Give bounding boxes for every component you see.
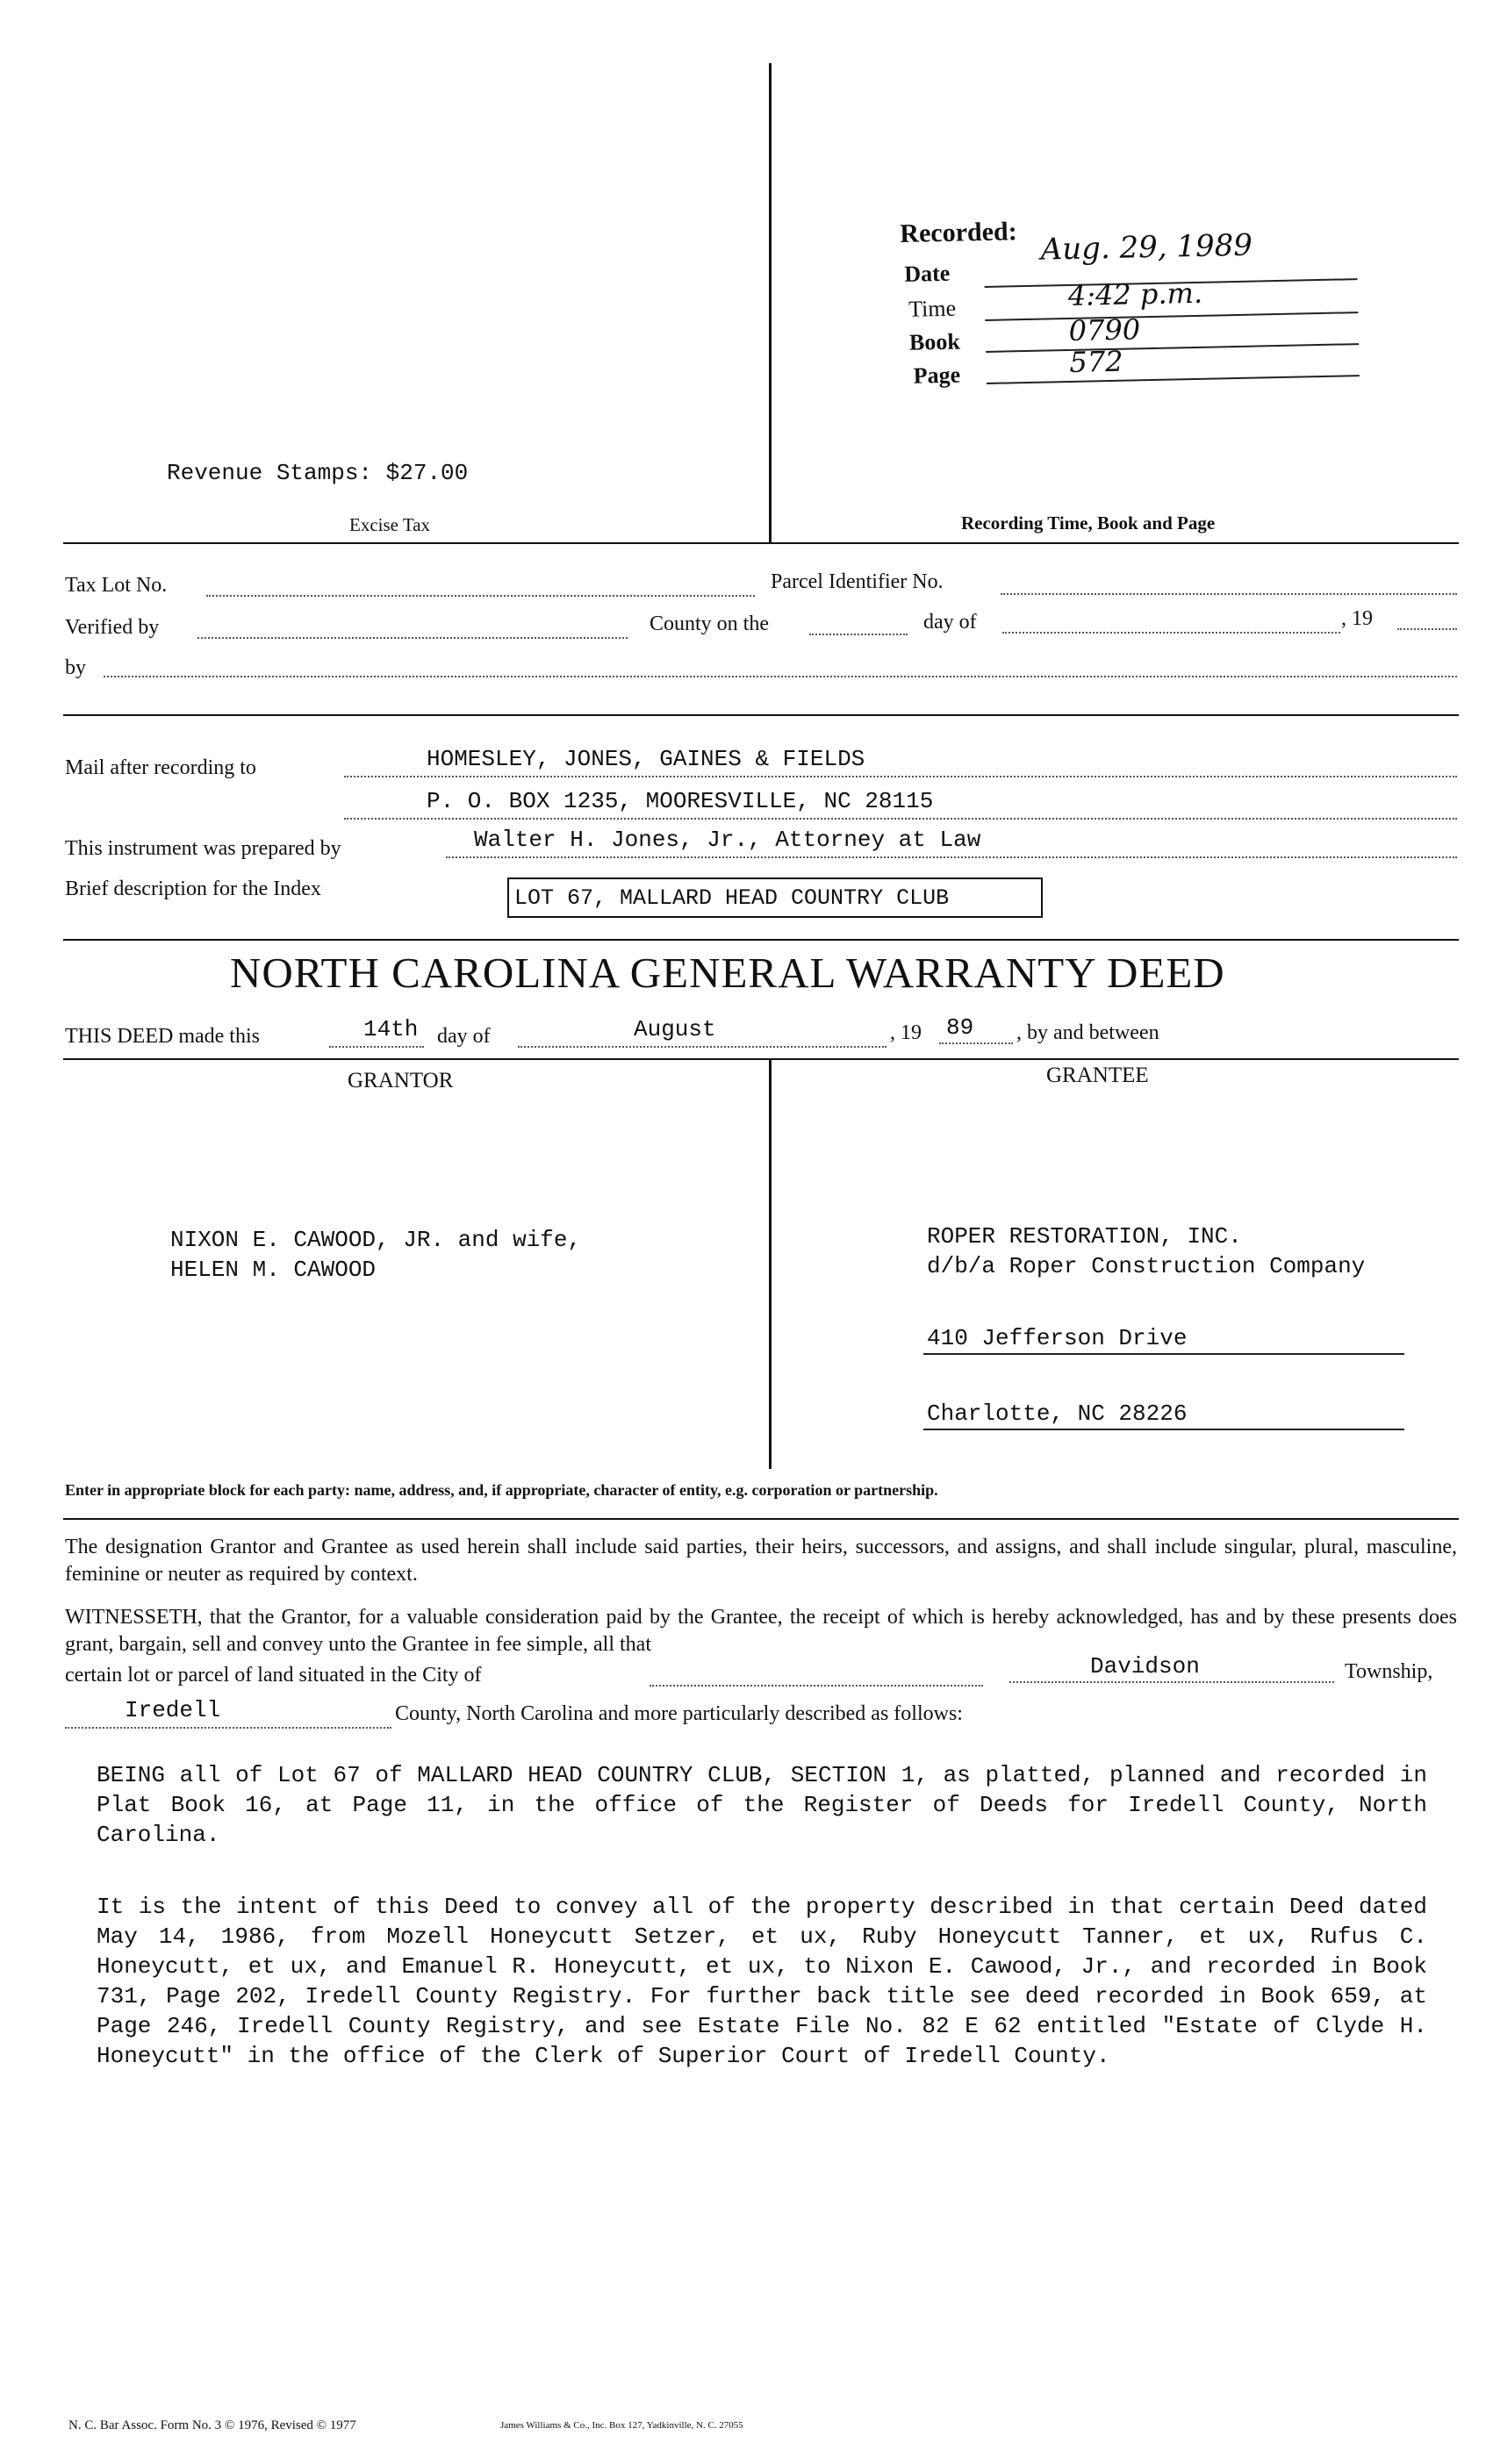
footer-form: N. C. Bar Assoc. Form No. 3 © 1976, Revised © 1977	[68, 2418, 356, 2432]
date-value: Aug. 29, 1989	[1040, 227, 1253, 268]
designation-paragraph: The designation Grantor and Grantee as used herein shall include said parties, their heirs, successors, and assigns, and shall include singular, plural, masculine, feminine or neuter as required by context.	[65, 1536, 1457, 1586]
page-value: 572	[1069, 344, 1123, 379]
by-field[interactable]	[104, 676, 1457, 677]
tax-lot-label: Tax Lot No.	[65, 574, 168, 597]
by-label: by	[65, 656, 86, 679]
mail-line1-field	[344, 776, 1457, 777]
top-rule	[63, 542, 1459, 544]
page-line	[987, 375, 1360, 384]
year-field[interactable]	[1397, 628, 1457, 630]
grantor-line1: NIXON E. CAWOOD, JR. and wife,	[170, 1227, 582, 1253]
grantee-address2: Charlotte, NC 28226	[927, 1400, 1188, 1427]
recording-caption: Recording Time, Book and Page	[961, 512, 1216, 534]
deed-day-of: day of	[437, 1025, 491, 1048]
county-value: Iredell	[125, 1697, 221, 1723]
prepared-value: Walter H. Jones, Jr., Attorney at Law	[474, 827, 981, 853]
prepared-field	[446, 856, 1457, 858]
parties-divider	[769, 1058, 772, 1469]
recorded-label: Recorded:	[900, 217, 1017, 248]
county-on-label: County on the	[650, 612, 769, 635]
index-value: LOT 67, MALLARD HEAD COUNTRY CLUB	[514, 885, 950, 911]
deed-month: August	[634, 1016, 716, 1042]
grantee-line2: d/b/a Roper Construction Company	[927, 1253, 1366, 1279]
mail-line1: HOMESLEY, JONES, GAINES & FIELDS	[427, 746, 865, 772]
city-field	[650, 1685, 983, 1687]
excise-tax-caption: Excise Tax	[349, 514, 431, 535]
deed-day: 14th	[363, 1016, 419, 1042]
index-label: Brief description for the Index	[65, 877, 321, 900]
year-label: , 19	[1341, 607, 1373, 630]
county-day-field[interactable]	[809, 634, 908, 635]
parties-top-rule	[63, 1058, 1459, 1060]
book-line	[986, 343, 1359, 353]
grantor-line2: HELEN M. CAWOOD	[170, 1257, 377, 1283]
party-instruction: Enter in appropriate block for each party: name, address, and, if appropriate, character of entity, e.g. corporation or partnership.	[65, 1481, 938, 1499]
book-value: 0790	[1068, 312, 1141, 347]
index-box	[507, 877, 1043, 918]
description-para1: BEING all of Lot 67 of MALLARD HEAD COUNTRY CLUB, SECTION 1, as platted, planned and recorded in Plat Book 16, at Page 11, in the office of the Register of Deeds for Iredell County, North Carolina.	[97, 1762, 1427, 1848]
township-field	[1009, 1681, 1334, 1683]
day-of-label: day of	[923, 611, 977, 634]
township-label: Township,	[1345, 1660, 1433, 1683]
mail-line2-field	[344, 818, 1457, 820]
county-field	[65, 1727, 391, 1729]
deed-made-suffix: , by and between	[1016, 1021, 1159, 1044]
tax-lot-field[interactable]	[206, 595, 755, 597]
grantee-address1-line	[923, 1353, 1404, 1355]
parcel-field[interactable]	[1001, 593, 1457, 595]
grantee-heading: GRANTEE	[1046, 1064, 1149, 1087]
book-label: Book	[908, 328, 961, 355]
time-value: 4:42 p.m.	[1067, 276, 1203, 312]
rule-2	[63, 714, 1459, 716]
witnesseth-paragraph: WITNESSETH, that the Grantor, for a valuable consideration paid by the Grantee, the receipt of which is hereby acknowledged, has and by these presents does grant, bargain, sell and convey unto the Grantee in fee simple, all that	[65, 1606, 1457, 1656]
verified-field[interactable]	[197, 637, 628, 639]
verified-label: Verified by	[65, 616, 160, 639]
township-value: Davidson	[1090, 1653, 1200, 1680]
rule-3	[63, 939, 1459, 941]
grantee-line1: ROPER RESTORATION, INC.	[927, 1223, 1242, 1250]
parcel-label: Parcel Identifier No.	[771, 570, 944, 593]
month-field[interactable]	[1002, 632, 1340, 634]
mail-label: Mail after recording to	[65, 756, 256, 779]
city-prefix: certain lot or parcel of land situated in the City of	[65, 1664, 482, 1687]
top-divider	[769, 63, 772, 544]
time-line	[985, 312, 1358, 321]
grantee-address2-line	[923, 1429, 1404, 1430]
deed-day-field	[329, 1046, 424, 1048]
recording-stamp	[900, 210, 1360, 395]
revenue-stamps: Revenue Stamps: $27.00	[167, 460, 469, 486]
footer-printer: James Williams & Co., Inc. Box 127, Yadkinville, N. C. 27055	[500, 2420, 743, 2431]
deed-year-prefix: , 19	[890, 1021, 922, 1044]
page-label: Page	[913, 362, 961, 389]
county-suffix: County, North Carolina and more particularly described as follows:	[395, 1702, 963, 1725]
deed-made-prefix: THIS DEED made this	[65, 1025, 260, 1048]
date-label: Date	[904, 260, 951, 287]
deed-year: 89	[946, 1014, 974, 1041]
deed-month-field	[518, 1046, 886, 1048]
deed-year-field	[939, 1042, 1013, 1044]
deed-title: NORTH CAROLINA GENERAL WARRANTY DEED	[230, 949, 1225, 997]
description-para2: It is the intent of this Deed to convey all of the property described in that certain Deed dated May 14, 1986, from Mozell Honeycutt Setzer, et ux, Ruby Honeycutt Tanner, et ux, Rufus C. Honeycutt, et ux, and Emanuel R. Honeycutt, et ux, to Nixon E. Cawood, Jr., and recorded in Book 731, Page 202, Iredell County Registry. For further back title see deed recorded in Book 659, at Page 246, Iredell County Registry, and see Estate File No. 82 E 62 entitled "Estate of Clyde H. Honeycutt" in the office of the Clerk of Superior Court of Iredell County.	[97, 1894, 1427, 2069]
mail-line2: P. O. BOX 1235, MOORESVILLE, NC 28115	[427, 788, 934, 814]
prepared-label: This instrument was prepared by	[65, 837, 341, 860]
grantee-address1: 410 Jefferson Drive	[927, 1325, 1188, 1351]
grantor-heading: GRANTOR	[348, 1069, 454, 1092]
rule-5	[63, 1518, 1459, 1520]
time-label: Time	[908, 295, 957, 322]
